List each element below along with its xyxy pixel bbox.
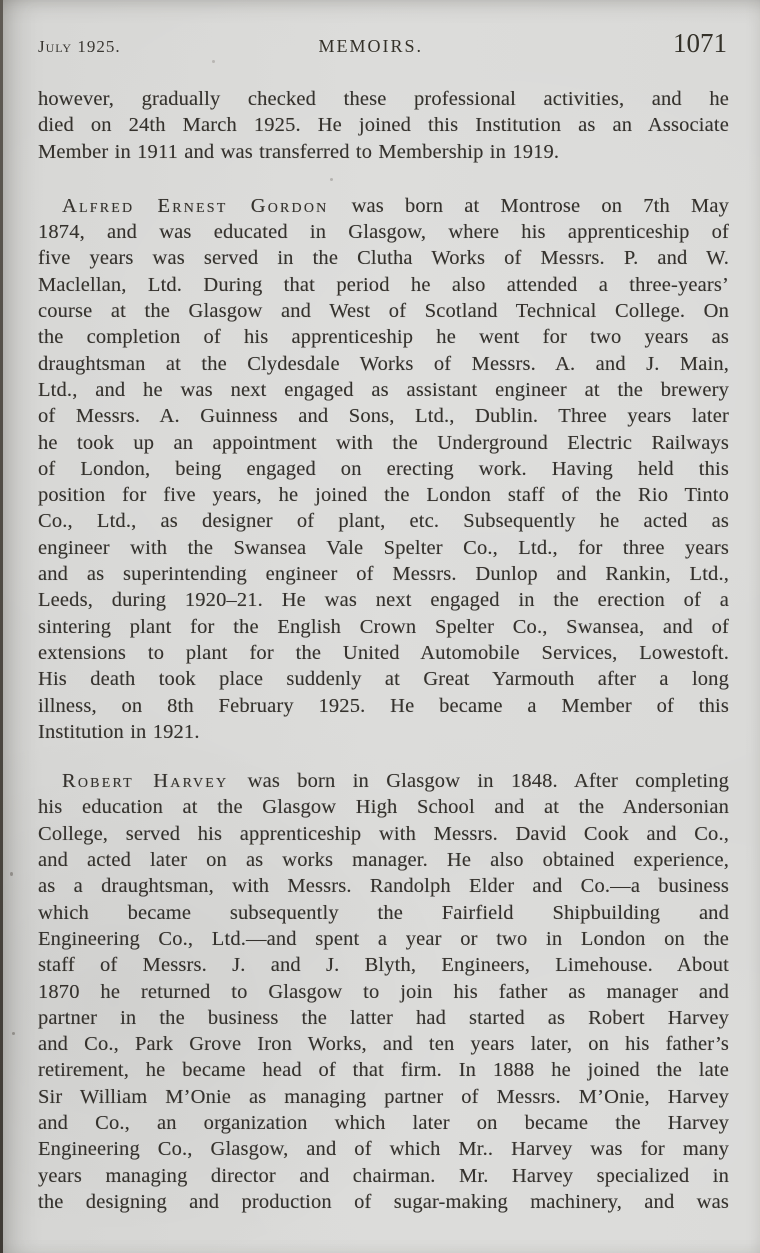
text-line: five years was served in the Clutha Works of Messrs. P. and W. <box>38 247 729 270</box>
text-line: Engineering Co., Ltd.—and spent a year or two in London on the <box>38 927 729 950</box>
text-line: which became subsequently the Fairfield Shipbuilding and <box>38 901 729 924</box>
text-line: Robert Harvey was born in Glasgow in 1848. After completing <box>62 770 729 793</box>
text-line: Institution in 1921. <box>38 720 200 743</box>
header-page-number: 1071 <box>673 28 727 58</box>
gordon-memoir-paragraph <box>38 193 729 745</box>
text-line: course at the Glasgow and West of Scotland Technical College. On <box>38 300 729 323</box>
person-name: Alfred Ernest Gordon <box>62 194 329 217</box>
text-line: retirement, he became head of that firm. In 1888 he joined the late <box>38 1059 729 1082</box>
person-name: Robert Harvey <box>62 770 229 793</box>
text-line: and Co., Park Grove Iron Works, and ten years later, on his father’s <box>38 1033 729 1056</box>
header-issue-date: July 1925. <box>38 37 121 56</box>
scan-speck <box>330 178 333 181</box>
text-line: of Messrs. A. Guinness and Sons, Ltd., Dublin. Three years later <box>38 405 729 428</box>
text-line: 1870 he returned to Glasgow to join his father as manager and <box>38 980 729 1003</box>
text-line: extensions to plant for the United Automobile Services, Lowestoft. <box>38 641 729 664</box>
text-line: illness, on 8th February 1925. He became a Member of this <box>38 694 729 717</box>
text-line: His death took place suddenly at Great Yarmouth after a long <box>38 668 729 691</box>
text-line: draughtsman at the Clydesdale Works of Messrs. A. and J. Main, <box>38 352 729 375</box>
text-line: partner in the business the latter had started as Robert Harvey <box>38 1006 729 1029</box>
text-line: sintering plant for the English Crown Spelter Co., Swansea, and of <box>38 615 729 638</box>
text-line: Leeds, during 1920–21. He was next engaged in the erection of a <box>38 589 729 612</box>
text-line: and acted later on as works manager. He also obtained experience, <box>38 849 729 872</box>
continuation-paragraph <box>38 86 729 165</box>
text-line: and as superintending engineer of Messrs. Dunlop and Rankin, Ltd., <box>38 563 729 586</box>
text-line: the completion of his apprenticeship he went for two years as <box>38 326 729 349</box>
text-line: he took up an appointment with the Underground Electric Railways <box>38 431 729 454</box>
scan-speck <box>12 1032 15 1035</box>
text-line: staff of Messrs. J. and J. Blyth, Engineers, Limehouse. About <box>38 954 729 977</box>
text-line: Engineering Co., Glasgow, and of which Mr.. Harvey was for many <box>38 1138 729 1161</box>
text-line: as a draughtsman, with Messrs. Randolph Elder and Co.—a business <box>38 875 729 898</box>
text-line: and Co., an organization which later on became the Harvey <box>38 1111 729 1134</box>
text-line: the designing and production of sugar-making machinery, and was <box>38 1190 729 1213</box>
text-line: Maclellan, Ltd. During that period he also attended a three-years’ <box>38 273 729 296</box>
text-line: Ltd., and he was next engaged as assistant engineer at the brewery <box>38 378 729 401</box>
text-line: his education at the Glasgow High School and at the Andersonian <box>38 796 729 819</box>
text-line: died on 24th March 1925. He joined this Institution as an Associate <box>38 114 729 137</box>
text-line: Co., Ltd., as designer of plant, etc. Subsequently he acted as <box>38 510 729 533</box>
harvey-memoir-paragraph <box>38 768 729 1215</box>
text-line: Alfred Ernest Gordon was born at Montrose on 7th May <box>62 194 729 217</box>
running-header <box>38 28 727 59</box>
text-line: Sir William M’Onie as managing partner of Messrs. M’Onie, Harvey <box>38 1085 729 1108</box>
scan-speck <box>10 872 13 876</box>
scan-left-edge <box>0 0 3 1253</box>
text-line: engineer with the Swansea Vale Spelter Co., Ltd., for three years <box>38 536 729 559</box>
text-line: position for five years, he joined the London staff of the Rio Tinto <box>38 484 729 507</box>
text-line: however, gradually checked these professional activities, and he <box>38 88 729 110</box>
text-line: of London, being engaged on erecting work. Having held this <box>38 457 729 480</box>
scan-speck <box>212 60 215 63</box>
text-line: Member in 1911 and was transferred to Membership in 1919. <box>38 140 560 163</box>
memoirs-body-text <box>38 86 729 1215</box>
text-line: 1874, and was educated in Glasgow, where his apprenticeship of <box>38 221 729 244</box>
text-line: years managing director and chairman. Mr. Harvey specialized in <box>38 1164 729 1187</box>
text-line: College, served his apprenticeship with Messrs. David Cook and Co., <box>38 822 729 845</box>
header-section-title: MEMOIRS. <box>318 36 424 56</box>
